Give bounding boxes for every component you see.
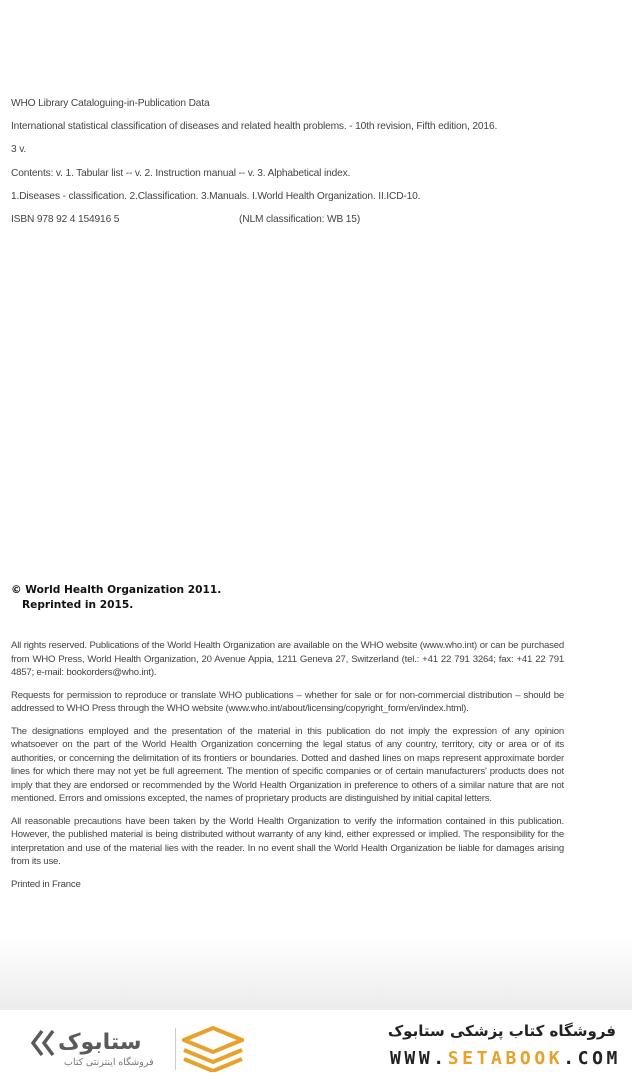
cataloguing-isbn-row (11, 212, 611, 235)
designations-paragraph: The designations employed and the presentation of the material in this publication do not imply the expression of any opinion whatsoever on the part of the World Health Organization concerning the legal status of any country, territory, city or area or of its authorities, or concerning the delimitation of its frontiers or boundaries. Dotted and dashed lines on maps represent approximate border lines for which there may not yet be full agreement. The mention of specific companies or of certain manufacturers' products does not imply that they are endorsed or recommended by the World Health Organization in preference to others of a similar nature that are not mentioned. Errors and omissions excepted, the names of proprietary products are distinguished by initial capital letters. (11, 725, 564, 804)
logo-tagline: فروشگاه اینترنتی کتاب (64, 1057, 154, 1068)
url-prefix: WWW. (390, 1048, 448, 1069)
cataloguing-subjects: 1.Diseases - classification. 2.Classification. 3.Manuals. I.World Health Organization. II.ICD-10. (11, 190, 421, 202)
logo-wordmark: ستابوک (58, 1030, 142, 1055)
cataloguing-data (11, 96, 611, 235)
copyright-line: © World Health Organization 2011. (11, 584, 222, 596)
reprint-line: Reprinted in 2015. (22, 599, 134, 611)
cataloguing-volumes: 3 v. (11, 144, 27, 156)
permissions-paragraph: Requests for permission to reproduce or translate WHO publications – whether for sale or for non-commercial distribution – should be addressed to WHO Press through the WHO website (www.who.int/about/licensing/copyright_form/en/index.html). (11, 689, 564, 714)
brand-persian: فروشگاه کتاب پزشکی ستابوک (387, 1022, 616, 1040)
cataloguing-contents: Contents: v. 1. Tabular list -- v. 2. Instruction manual -- v. 3. Alphabetical index. (11, 167, 351, 179)
double-chevron-icon (30, 1028, 56, 1058)
logo-divider (175, 1028, 176, 1070)
isbn: ISBN 978 92 4 154916 5 (11, 213, 120, 225)
nlm-classification: (NLM classification: WB 15) (239, 213, 361, 225)
page-shadow (0, 935, 632, 1010)
precautions-paragraph: All reasonable precautions have been taken by the World Health Organization to verify the information contained in this publication. However, the published material is being distributed without warranty of any kind, either expressed or implied. The responsibility for the interpretation and use of the material lies with the reader. In no event shall the World Health Organization be liable for damages arising from its use. (11, 815, 564, 867)
printed-in: Printed in France (11, 878, 81, 890)
cataloguing-heading: WHO Library Cataloguing-in-Publication Data (11, 98, 210, 109)
cataloguing-title: International statistical classification of diseases and related health problems. - 10th revision, Fifth edition, 2016. (11, 121, 498, 133)
url-brand: SETABOOK (447, 1048, 564, 1069)
watermark-banner (0, 1010, 632, 1079)
copyright-notice (11, 583, 221, 613)
brand-url (390, 1048, 621, 1069)
url-suffix: .COM (563, 1048, 621, 1069)
legal-notices (11, 639, 564, 900)
book-stack-icon (182, 1026, 244, 1072)
setabook-logo (30, 1024, 245, 1072)
rights-paragraph: All rights reserved. Publications of the World Health Organization are available on the WHO website (www.who.int) or can be purchased from WHO Press, World Health Organization, 20 Avenue Appia, 1211 Geneva 27, Switzerland (tel.: +41 22 791 3264; fax: +41 22 791 4857; e-mail: bookorders@who.int). (11, 640, 564, 678)
